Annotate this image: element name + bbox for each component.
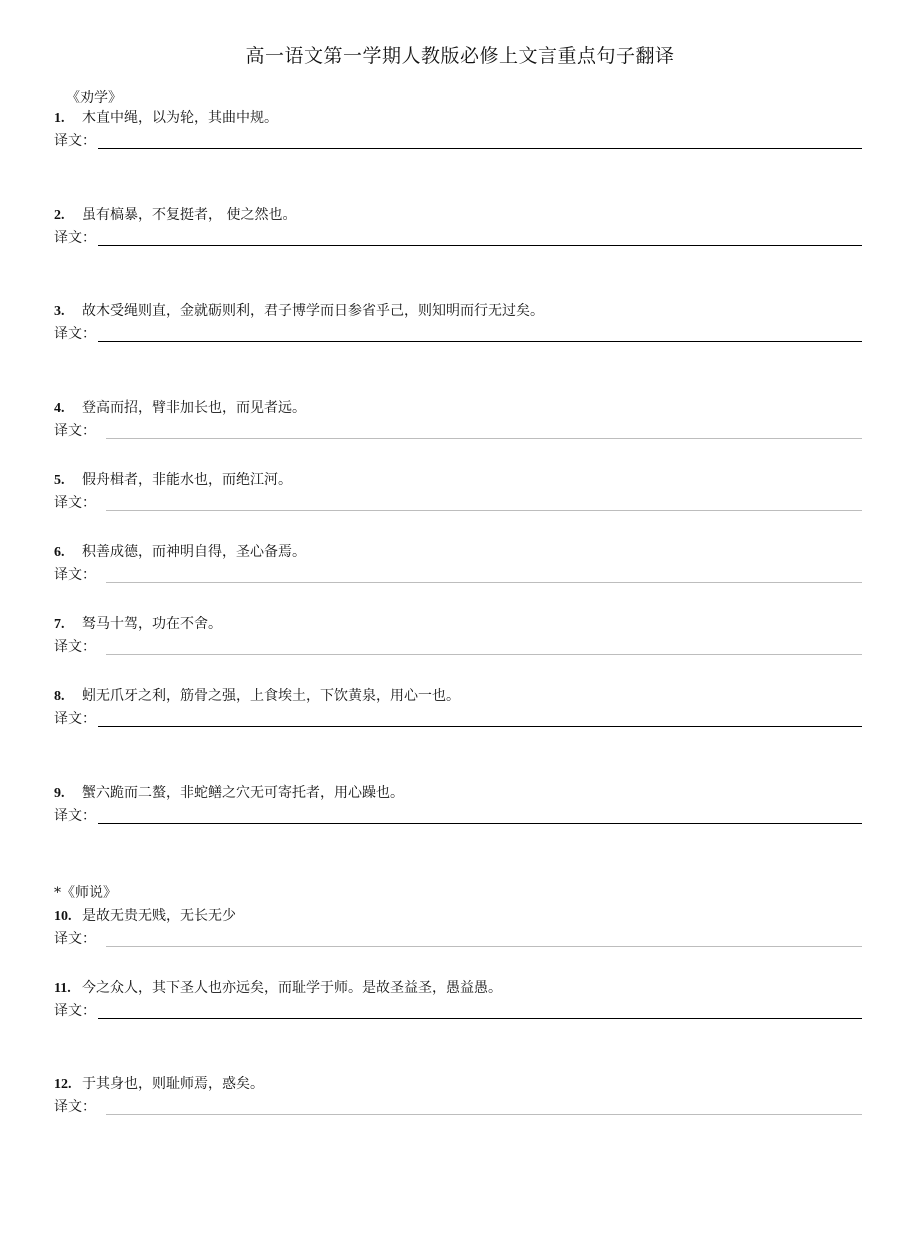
sentence-text <box>54 978 862 998</box>
translation-label: 译文： <box>54 495 96 511</box>
answer-line <box>54 148 862 149</box>
sentence-text <box>54 470 862 490</box>
sentence-content: 虽有槁暴，不复挺者， 使之然也。 <box>82 207 297 223</box>
translation-field[interactable] <box>54 637 862 657</box>
item-number: 11. <box>54 981 71 996</box>
item-number: 2. <box>54 208 65 223</box>
answer-line <box>106 438 862 439</box>
sentence-content: 蟹六跪而二螯，非蛇鳝之穴无可寄托者，用心躁也。 <box>82 785 404 801</box>
page-title: 高一语文第一学期人教版必修上文言重点句子翻译 <box>245 45 675 67</box>
item-number: 1. <box>54 111 65 126</box>
sentence-content: 驽马十驾，功在不舍。 <box>82 616 222 632</box>
item-number: 4. <box>54 401 65 416</box>
sentence-text <box>54 686 862 706</box>
translation-label: 译文： <box>54 230 96 246</box>
answer-line <box>54 823 862 824</box>
item-number: 8. <box>54 689 65 704</box>
answer-line <box>106 582 862 583</box>
translation-label: 译文： <box>54 1003 96 1019</box>
answer-line <box>54 341 862 342</box>
sentence-item-4 <box>54 398 862 441</box>
sentence-content: 积善成德，而神明自得，圣心备焉。 <box>82 544 306 560</box>
translation-label: 译文： <box>54 711 96 727</box>
item-number: 3. <box>54 304 65 319</box>
sentence-content: 假舟楫者，非能水也，而绝江河。 <box>82 472 292 488</box>
sentence-item-12 <box>54 1074 862 1117</box>
item-number: 10. <box>54 909 72 924</box>
translation-field[interactable] <box>54 1001 862 1021</box>
sentence-text <box>54 614 862 634</box>
sentence-content: 于其身也，则耻师焉，惑矣。 <box>82 1076 264 1092</box>
sentence-text <box>54 542 862 562</box>
translation-field[interactable] <box>54 228 862 248</box>
translation-field[interactable] <box>54 806 862 826</box>
translation-label: 译文： <box>54 133 96 149</box>
translation-field[interactable] <box>54 493 862 513</box>
translation-label: 译文： <box>54 423 96 439</box>
sentence-text <box>54 398 862 418</box>
item-number: 6. <box>54 545 65 560</box>
sentence-item-6 <box>54 542 862 585</box>
sentence-item-8 <box>54 686 862 729</box>
item-number: 5. <box>54 473 65 488</box>
sentence-item-3 <box>54 301 862 344</box>
translation-field[interactable] <box>54 421 862 441</box>
sentence-content: 故木受绳则直，金就砺则利，君子博学而日参省乎己，则知明而行无过矣。 <box>82 303 544 319</box>
translation-field[interactable] <box>54 709 862 729</box>
answer-line <box>54 245 862 246</box>
sentence-item-2 <box>54 205 862 248</box>
sentence-text <box>54 1074 862 1094</box>
section-heading-quanxue: 《劝学》 <box>66 90 122 106</box>
translation-field[interactable] <box>54 131 862 151</box>
translation-label: 译文： <box>54 567 96 583</box>
translation-label: 译文： <box>54 931 96 947</box>
sentence-text <box>54 108 862 128</box>
translation-field[interactable] <box>54 1097 862 1117</box>
item-number: 12. <box>54 1077 72 1092</box>
sentence-content: 登高而招，臂非加长也，而见者远。 <box>82 400 306 416</box>
answer-line <box>106 510 862 511</box>
sentence-content: 今之众人，其下圣人也亦远矣，而耻学于师。是故圣益圣，愚益愚。 <box>82 980 502 996</box>
answer-line <box>54 726 862 727</box>
translation-field[interactable] <box>54 565 862 585</box>
translation-label: 译文： <box>54 326 96 342</box>
sentence-text <box>54 906 862 926</box>
translation-field[interactable] <box>54 929 862 949</box>
answer-line <box>106 1114 862 1115</box>
translation-field[interactable] <box>54 324 862 344</box>
sentence-text <box>54 783 862 803</box>
sentence-item-5 <box>54 470 862 513</box>
translation-label: 译文： <box>54 808 96 824</box>
sentence-item-11 <box>54 978 862 1021</box>
sentence-content: 蚓无爪牙之利，筋骨之强，上食埃土，下饮黄泉，用心一也。 <box>82 688 460 704</box>
sentence-item-10 <box>54 906 862 949</box>
answer-line <box>106 946 862 947</box>
sentence-content: 是故无贵无贱，无长无少 <box>82 908 236 924</box>
section-heading-shishuo: *《师说》 <box>54 885 117 901</box>
answer-line <box>106 654 862 655</box>
sentence-item-7 <box>54 614 862 657</box>
answer-line <box>54 1018 862 1019</box>
sentence-text <box>54 205 862 225</box>
item-number: 9. <box>54 786 65 801</box>
sentence-text <box>54 301 862 321</box>
sentence-item-9 <box>54 783 862 826</box>
sentence-content: 木直中绳，以为轮，其曲中规。 <box>82 110 278 126</box>
sentence-item-1 <box>54 108 862 151</box>
item-number: 7. <box>54 617 65 632</box>
translation-label: 译文： <box>54 1099 96 1115</box>
translation-label: 译文： <box>54 639 96 655</box>
